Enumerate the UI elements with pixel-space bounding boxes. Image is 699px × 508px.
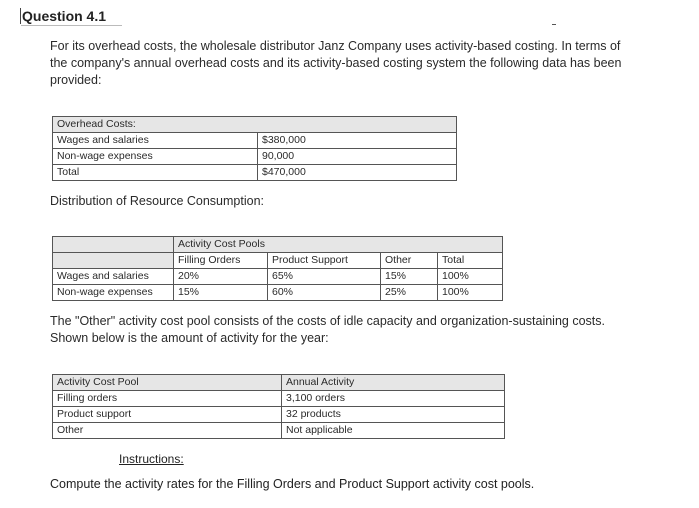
intro-line: For its overhead costs, the wholesale distributor Janz Company uses activity-based costing. In terms of [50, 39, 621, 53]
overhead-costs-table [52, 116, 457, 181]
overhead-value: $380,000 [258, 133, 457, 149]
pools-group-header: Activity Cost Pools [174, 237, 503, 253]
pools-cell: 65% [268, 269, 381, 285]
pools-cell: 100% [438, 285, 503, 301]
pools-column-header: Product Support [268, 253, 381, 269]
pools-corner [53, 253, 174, 269]
pools-cell: 15% [381, 269, 438, 285]
pools-column-header: Filling Orders [174, 253, 268, 269]
pools-corner [53, 237, 174, 253]
activity-label: Filling orders [53, 391, 282, 407]
pools-row-label: Wages and salaries [53, 269, 174, 285]
intro-paragraph [50, 38, 621, 89]
intro-line: the company's annual overhead costs and its activity-based costing system the following data has been [50, 56, 622, 70]
pools-cell: 100% [438, 269, 503, 285]
question-title: Question 4.1 [20, 8, 106, 24]
pools-column-header: Other [381, 253, 438, 269]
instructions-label: Instructions: [119, 452, 184, 466]
intro-line: provided: [50, 73, 102, 87]
activity-label: Product support [53, 407, 282, 423]
cost-pools-table [52, 236, 503, 301]
annual-activity-table [52, 374, 505, 439]
other-note-line: Shown below is the amount of activity for the year: [50, 331, 329, 345]
activity-header-right: Annual Activity [282, 375, 505, 391]
pools-column-header: Total [438, 253, 503, 269]
other-note-paragraph [50, 313, 605, 347]
pools-cell: 20% [174, 269, 268, 285]
pools-row-label: Non-wage expenses [53, 285, 174, 301]
overhead-value: 90,000 [258, 149, 457, 165]
instructions-task: Compute the activity rates for the Filling Orders and Product Support activity cost pools. [50, 477, 535, 491]
distribution-heading: Distribution of Resource Consumption: [50, 194, 264, 208]
overhead-label: Non-wage expenses [53, 149, 258, 165]
overhead-header: Overhead Costs: [53, 117, 457, 133]
stray-mark [552, 24, 556, 25]
overhead-label: Total [53, 165, 258, 181]
pools-cell: 25% [381, 285, 438, 301]
pools-cell: 60% [268, 285, 381, 301]
activity-label: Other [53, 423, 282, 439]
activity-header-left: Activity Cost Pool [53, 375, 282, 391]
activity-value: 32 products [282, 407, 505, 423]
overhead-value: $470,000 [258, 165, 457, 181]
other-note-line: The "Other" activity cost pool consists of the costs of idle capacity and organization-sustaining costs. [50, 314, 605, 328]
activity-value: Not applicable [282, 423, 505, 439]
overhead-label: Wages and salaries [53, 133, 258, 149]
pools-cell: 15% [174, 285, 268, 301]
activity-value: 3,100 orders [282, 391, 505, 407]
